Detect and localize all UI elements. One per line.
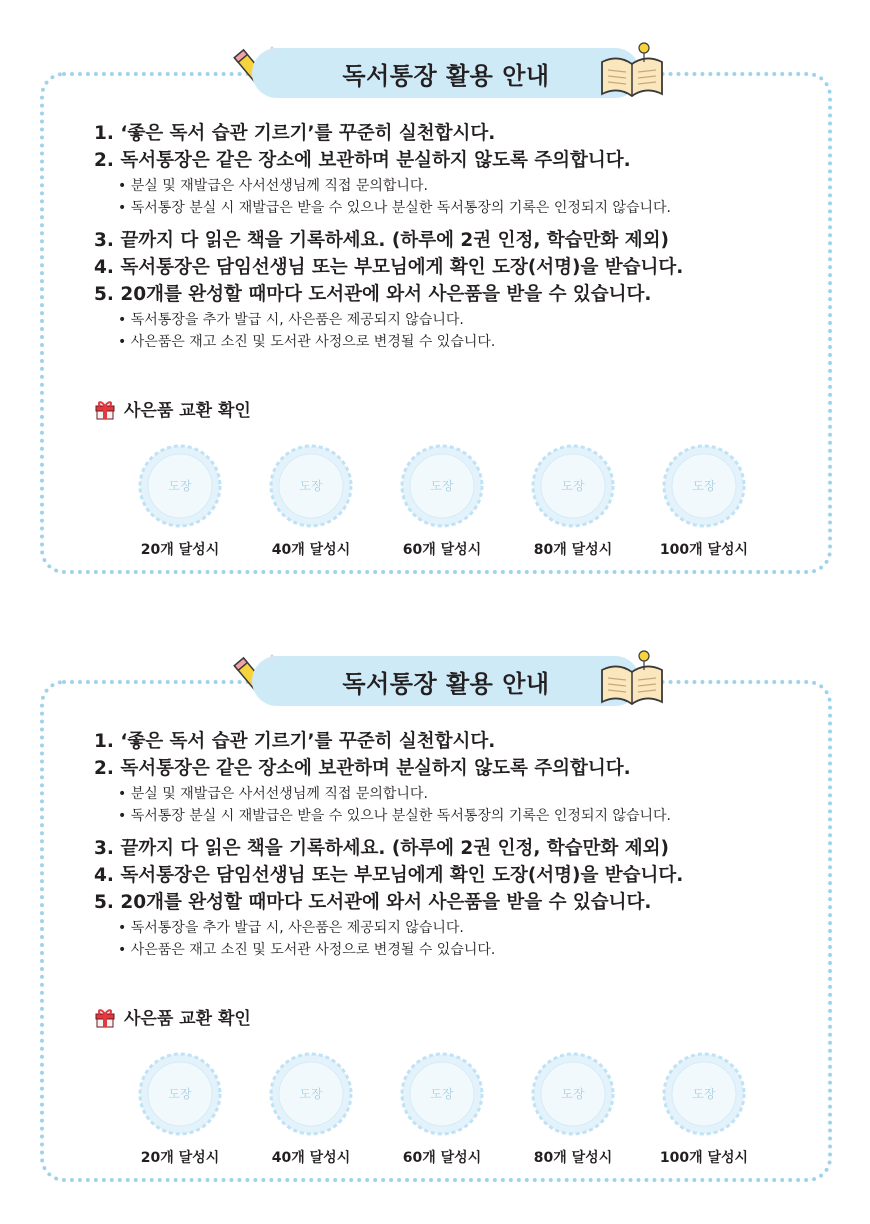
rule-2: 2. 독서통장은 같은 장소에 보관하며 분실하지 않도록 주의합니다. [94, 758, 631, 779]
stamp-placeholder: 도장 [430, 1087, 454, 1101]
stamp-placeholder: 도장 [168, 479, 192, 493]
open-book-icon [596, 40, 668, 102]
rule-5-note-1: • 독서통장을 추가 발급 시, 사은품은 제공되지 않습니다. [94, 917, 814, 939]
rules-list [94, 728, 814, 969]
stamp-slot-100[interactable] [659, 1052, 749, 1166]
title-banner [252, 656, 640, 706]
card-title: 독서통장 활용 안내 [342, 61, 550, 90]
stamp-slot-80[interactable] [531, 1052, 615, 1166]
stamp-label: 40개 달성시 [271, 542, 351, 558]
stamp-label: 20개 달성시 [140, 542, 220, 558]
rule-2-notes [94, 783, 814, 827]
stamp-label: 100개 달성시 [659, 542, 749, 558]
rule-5-note-1: • 독서통장을 추가 발급 시, 사은품은 제공되지 않습니다. [94, 309, 814, 331]
stamp-slot-20[interactable] [138, 444, 222, 558]
rule-1: 1. ‘좋은 독서 습관 기르기’를 꾸준히 실천합시다. [94, 123, 496, 144]
stamp-placeholder: 도장 [692, 1087, 716, 1101]
stamp-label: 60개 달성시 [402, 1150, 482, 1166]
stamp-label: 100개 달성시 [659, 1150, 749, 1166]
rule-5-note-2: • 사은품은 재고 소진 및 도서관 사정으로 변경될 수 있습니다. [94, 939, 814, 961]
stamp-row [138, 444, 758, 558]
rule-3: 3. 끝까지 다 읽은 책을 기록하세요. (하루에 2권 인정, 학습만화 제외) [94, 838, 669, 859]
rule-2-note-2: • 독서통장 분실 시 재발급은 받을 수 있으나 분실한 독서통장의 기록은 인정되지 않습니다. [94, 805, 814, 827]
stamp-row [138, 1052, 758, 1166]
stamp-placeholder: 도장 [692, 479, 716, 493]
stamp-slot-20[interactable] [138, 1052, 222, 1166]
stamp-slot-60[interactable] [400, 1052, 484, 1166]
stamp-slot-60[interactable] [400, 444, 484, 558]
stamp-placeholder: 도장 [561, 1087, 585, 1101]
stamp-label: 40개 달성시 [271, 1150, 351, 1166]
card-title: 독서통장 활용 안내 [342, 669, 550, 698]
gift-exchange-heading [94, 396, 251, 421]
stamp-slot-100[interactable] [659, 444, 749, 558]
stamp-placeholder: 도장 [430, 479, 454, 493]
rule-2-note-2: • 독서통장 분실 시 재발급은 받을 수 있으나 분실한 독서통장의 기록은 인정되지 않습니다. [94, 197, 814, 219]
rule-5: 5. 20개를 완성할 때마다 도서관에 와서 사은품을 받을 수 있습니다. [94, 892, 652, 913]
rule-3: 3. 끝까지 다 읽은 책을 기록하세요. (하루에 2권 인정, 학습만화 제외) [94, 230, 669, 251]
rule-5-notes [94, 917, 814, 961]
rule-2-note-1: • 분실 및 재발급은 사서선생님께 직접 문의합니다. [94, 783, 814, 805]
guide-card-2 [40, 669, 832, 1182]
gift-exchange-label: 사은품 교환 확인 [124, 401, 251, 421]
gift-icon [94, 398, 116, 420]
stamp-placeholder: 도장 [168, 1087, 192, 1101]
stamp-slot-40[interactable] [269, 444, 353, 558]
rule-2: 2. 독서통장은 같은 장소에 보관하며 분실하지 않도록 주의합니다. [94, 150, 631, 171]
stamp-slot-80[interactable] [531, 444, 615, 558]
gift-exchange-label: 사은품 교환 확인 [124, 1009, 251, 1029]
title-banner [252, 48, 640, 98]
stamp-label: 80개 달성시 [533, 542, 613, 558]
guide-card-1 [40, 61, 832, 574]
stamp-placeholder: 도장 [299, 1087, 323, 1101]
rule-2-notes [94, 175, 814, 219]
stamp-placeholder: 도장 [561, 479, 585, 493]
rule-2-note-1: • 분실 및 재발급은 사서선생님께 직접 문의합니다. [94, 175, 814, 197]
rule-5-notes [94, 309, 814, 353]
rule-1: 1. ‘좋은 독서 습관 기르기’를 꾸준히 실천합시다. [94, 731, 496, 752]
open-book-icon [596, 648, 668, 710]
rule-5: 5. 20개를 완성할 때마다 도서관에 와서 사은품을 받을 수 있습니다. [94, 284, 652, 305]
rules-list [94, 120, 814, 361]
rule-4: 4. 독서통장은 담임선생님 또는 부모님에게 확인 도장(서명)을 받습니다. [94, 257, 684, 278]
rule-4: 4. 독서통장은 담임선생님 또는 부모님에게 확인 도장(서명)을 받습니다. [94, 865, 684, 886]
stamp-label: 80개 달성시 [533, 1150, 613, 1166]
rule-5-note-2: • 사은품은 재고 소진 및 도서관 사정으로 변경될 수 있습니다. [94, 331, 814, 353]
gift-exchange-heading [94, 1004, 251, 1029]
stamp-label: 20개 달성시 [140, 1150, 220, 1166]
stamp-placeholder: 도장 [299, 479, 323, 493]
stamp-slot-40[interactable] [269, 1052, 353, 1166]
stamp-label: 60개 달성시 [402, 542, 482, 558]
gift-icon [94, 1006, 116, 1028]
